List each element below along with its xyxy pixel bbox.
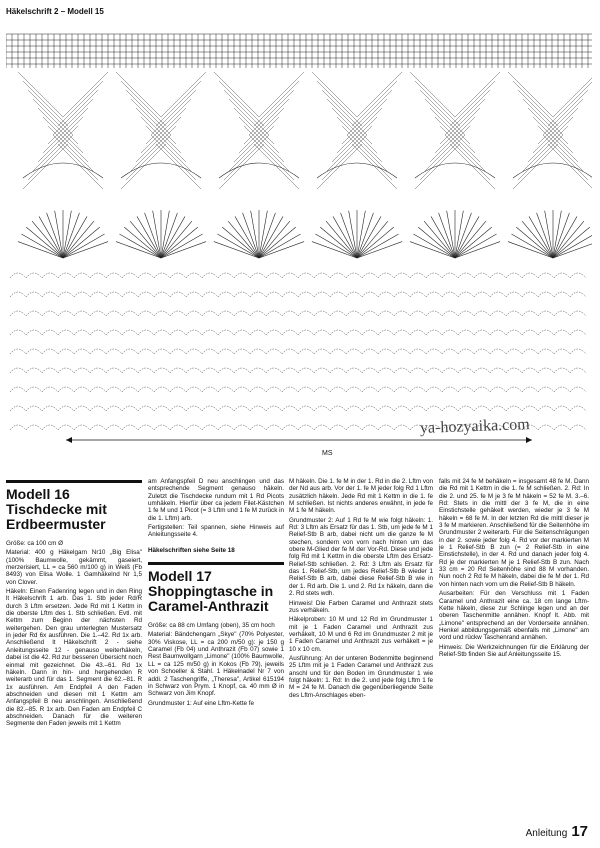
chart-reference: Häkelschriften siehe Seite 18 — [148, 546, 235, 554]
modell16-title: Modell 16 Tischdecke mit Erdbeermuster — [6, 480, 142, 532]
paragraph: Häkelproben: 10 M und 12 Rd im Grundmuster 1 mit je 1 Faden Caramel und Anthrazit zus verhäkelt, 10 M und 6 Rd im Grundmuster 2 mit je 1 Faden Caramel und Anthrazit zus verhäkelt = je 10 x 10 cm. — [289, 616, 433, 653]
paragraph: Größe: ca 88 cm Umfang (oben), 35 cm hoch — [148, 622, 275, 630]
paragraph: Häkeln: Einen Fadenring legen und in den Ring lt Häkelschrift 1 arb. Das 1. Stb jeder Rd/R durch 3 Lftm ersetzen. Jede Rd mit 1 Kettm in die oberste Lftm des 1. Stb schließen. Evtl. mit Kettm zum Beginn der nächsten Rd weitergehen. Den grau unterlegten Mustersatz in jeder Rd 6x ausführen. Die 1.–42. Rd 1x arb. Anschließend lt Häkelschrift 2 - siehe Anleitungsseite 12 - genauso weiterhäkeln, dabei ist die 42. Rd zur besseren Übersicht noch einmal mit gezeichnet. Die 43.–61. Rd 1x häkeln. Dann in hin- und hergehenden R weiterarb und für das 1. Segment die 62.–81. R 1x ausführen. Am Endpfeil A den Faden abschneiden und diesen mit 1 Kettm am Anfangspfeil B neu anschlingen. Anschließend die 82.–85. R 1x arb. Den Faden am Endpfeil C abschneiden. Danach für die weiteren Segmente den Faden jeweils mit 1 Kettm — [6, 588, 142, 728]
paragraph: Material: Bändchengarn „Skye" (70% Polyester, 30% Viskose, LL = ca 200 m/50 g): je 150 g Caramel (Fb 04) und Anthrazit (Fb 07) sowie 1 Rest Baumwollgarn „Limone" (100% Baumwolle, LL = ca 125 m/50 g) in Kokos (Fb 79), jeweils von Schoeller & Stahl. 1 Häkelnadel Nr 7 von addi. 2 Taschengriffe, „Theresa", Artikel 615194 in Schwarz von Prym. 1 Knopf, ca. 40 mm Ø in Schwarz von Jim Knopf. — [148, 631, 284, 698]
column-4 — [439, 478, 589, 660]
crochet-chart-drawing — [6, 28, 592, 448]
modell17-title: Modell 17 Shoppingtasche in Caramel-Anthrazit — [148, 562, 284, 614]
page-number: 17 — [571, 823, 588, 840]
footer-label: Anleitung — [525, 828, 568, 839]
paragraph: Hinweis! Die Farben Caramel und Anthrazit stets zus verhäkeln. — [289, 599, 433, 614]
paragraph: M häkeln. Die 1. fe M in der 1. Rd in die 2. Lftm von der Nd aus arb. Vor der 1. fe M jeder folg Rd 1 Lftm zusätzlich häkeln. Jede Rd mit 1 Kettm in die 1. fe M schließen. Ist nichts anderes erwähnt, in jede fe M 1 fe M häkeln. — [289, 478, 433, 515]
page-header: Häkelschrift 2 – Modell 15 — [6, 7, 104, 16]
page-footer — [526, 823, 588, 840]
paragraph: Ausführung: An der unteren Bodenmitte beginnend 25 Lftm mit je 1 Faden Caramel und Anthrazit zus anschl und für den Boden im Grundmuster 1 wie folgt häkeln: 1. Rd: In die 2. und jede folg Lftm 1 fe M = 24 fe M. Danach die gegenüberliegende Seite des Lftm-Anschlages eben- — [289, 654, 433, 699]
paragraph: Hinweis: Die Werkzeichnungen für die Erklärung der Relief-Stb finden Sie auf Anleitungsseite 15. — [439, 643, 589, 658]
paragraph: Material: 400 g Häkelgarn Nr10 „Big Elisa" (100% Baumwolle, gekämmt, gaseiert, merzerisiert, LL = ca 560 m/100 g) in Weiß (Fb 8493) von Elisa Wolle. 1 Gamhäkelnd Nr 1,5 von Clover. — [6, 549, 142, 586]
paragraph: Fertigstellen: Teil spannen, siehe Hinweis auf Anleitungsseite 4. — [148, 524, 284, 539]
chart-label: MS — [322, 450, 333, 457]
crochet-chart — [6, 28, 592, 448]
column-3 — [289, 478, 433, 701]
watermark: ya-hozyaika.com — [419, 416, 530, 437]
paragraph: Grundmuster 1: Auf eine Lftm-Kette fe — [148, 699, 255, 707]
paragraph: Ausarbeiten: Für den Verschluss mit 1 Faden Caramel und Anthrazit eine ca. 18 cm lange Lftm-Kette häkeln, diese zur Schlinge legen und an der oberen Taschenmitte annähen. Knopf lt. Abb. mit „Limone" entsprechend an der Vorderseite annähen. Henkel abbildungsgemäß ebenfalls mit „Limone" am vord und rückw Taschenrand annähen. — [439, 590, 589, 642]
paragraph: Größe: ca 100 cm Ø — [6, 540, 64, 547]
column-1 — [6, 478, 142, 730]
paragraph: falls mit 24 fe M behäkeln = insgesamt 48 fe M. Dann die Rd mit 1 Kettm in die 1. fe M schließen. 2. Rd: In die 2. und 25. fe M je 3 fe M häkeln = 52 fe M. 3.–6. Rd: Stets in die mittl der 3 fe M, die in eine Einstichstelle gehäkelt werden, wieder je 3 fe M häkeln = 68 fe M. In der letzten Rd die mittl dieser je 3 fe M markieren. Anschließend für die Seitenhöhe im Grundmuster 2 weiterarb. Für die Seitenschrägungen in der 2. sowie jeder folg 4. Rd vor der markierten M je 1 Relief-Stb B zun (= 2 Relief-Stb in eine Einstichstelle), in der 4. Rd und danach jeder folg 4. Rd je der markierten M je 1 Relief-Stb B zun. Nach 33 cm = 20 Rd Seitenhöhe sind 88 M vorhanden. Nun noch 2 Rd fe M häkeln, dabei die fe M der 1. Rd von hinten nach vorn um die Relief-Stb B häkeln. — [439, 478, 589, 588]
paragraph: Grundmuster 2: Auf 1 Rd fe M wie folgt häkeln: 1. Rd: 3 Lftm als Ersatz für das 1. Stb, um jede fe M 1 Relief-Stb B arb, dabei nicht um die ganze fe M stechen, sondern von vorn nach hinten um das obere M-Glied der fe M der Vor-Rd. Diese und jede folg Rd mit 1 Kettm in die oberste Lftm des Ersatz-Relief-Stb schließen. 2. Rd: 3 Lftm als Ersatz für das 1. Relief-Stb, um jedes Relief-Stb B wieder 1 Relief-Stb B arb, dabei diese Relief-Stb B wie in der 1. Rd arb. Die 1. und 2. Rd 1x häkeln, dann die 2. Rd stets wdh. — [289, 516, 433, 598]
column-2 — [148, 478, 284, 709]
paragraph: am Anfangspfeil D neu anschlingen und das entsprechende Segment genauso häkeln. Zuletzt die Tischdecke rundum mit 1 Rd Picots umhäkeln. Hierfür über ca jedem Filet-Kästchen 1 fe M und 1 Picot (= 3 Lftm und 1 fe M zurück in die 1. Lftm) arb. — [148, 478, 284, 522]
